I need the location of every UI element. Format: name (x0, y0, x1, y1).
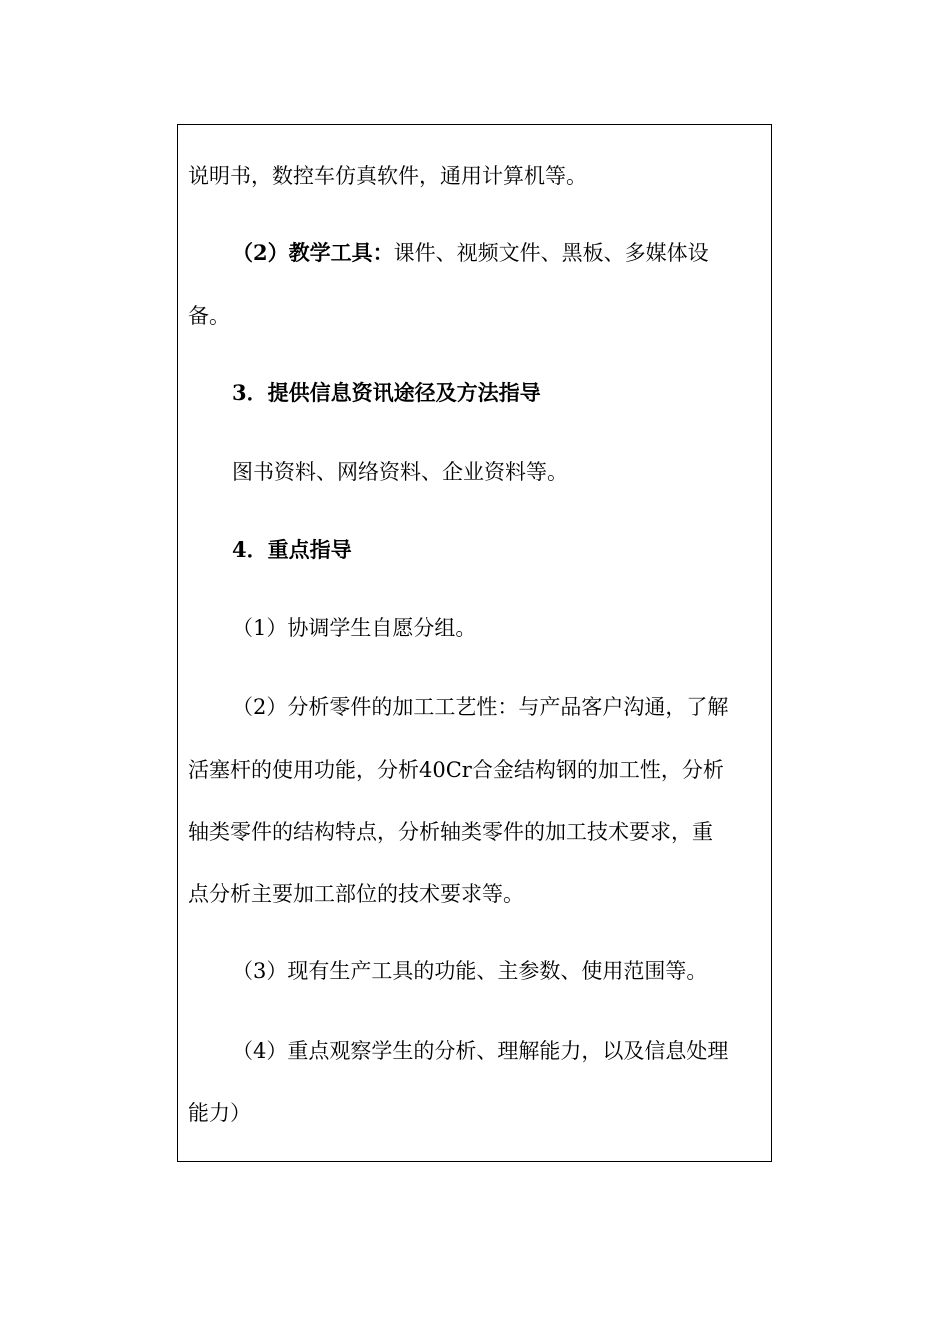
line-text: 图书资料、网络资料、企业资料等。 (232, 460, 568, 484)
line-text: 课件、视频文件、黑板、多媒体设 (393, 241, 709, 265)
text-line (178, 880, 524, 908)
section-4-heading: 4．重点指导 (232, 537, 352, 562)
section-3-heading: 3．提供信息资讯途径及方法指导 (232, 380, 541, 405)
text-line (178, 957, 707, 985)
line-text: 能力） (188, 1101, 251, 1125)
line-text: 轴类零件的结构特点，分析轴类零件的加工技术要求，重 (188, 820, 713, 844)
line-text: 点分析主要加工部位的技术要求等。 (188, 882, 524, 906)
text-line (178, 614, 476, 642)
line-text: （4）重点观察学生的分析、理解能力，以及信息处理 (232, 1039, 729, 1063)
text-line (178, 756, 724, 784)
content-table-cell (177, 124, 772, 1162)
line-text: （3）现有生产工具的功能、主参数、使用范围等。 (232, 959, 708, 983)
text-line (178, 302, 230, 330)
line-text: 说明书，数控车仿真软件，通用计算机等。 (188, 164, 587, 188)
text-line (178, 239, 709, 267)
section-heading (178, 379, 541, 407)
text-line (178, 1099, 251, 1127)
section-heading (178, 536, 352, 564)
text-line (178, 458, 568, 486)
line-text: 备。 (188, 304, 230, 328)
text-line (178, 818, 713, 846)
line-text: （1）协调学生自愿分组。 (232, 616, 477, 640)
text-line (178, 162, 587, 190)
teaching-tools-heading: （2）教学工具： (232, 240, 394, 265)
text-line (178, 693, 728, 721)
line-text: （2）分析零件的加工工艺性：与产品客户沟通，了解 (232, 695, 729, 719)
text-line (178, 1037, 728, 1065)
line-text: 活塞杆的使用功能，分析40Cr合金结构钢的加工性，分析 (188, 758, 724, 782)
